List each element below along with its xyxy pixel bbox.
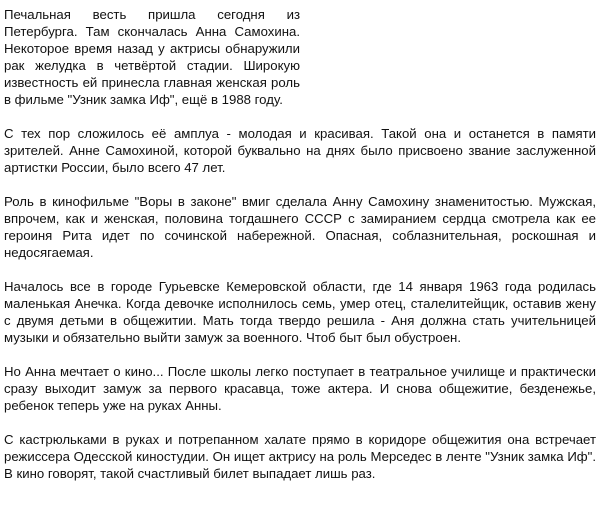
article-paragraph: Но Анна мечтает о кино... После школы легко поступает в театральное училище и практически сразу выходит замуж за первого красавца, тоже актера. И снова общежитие, безденежье, ребенок теперь уже на руках Анны. [4,364,596,413]
article-paragraph: Роль в кинофильме "Воры в законе" вмиг сделала Анну Самохину знаменитостью. Мужская, впрочем, как и женская, половина тогдашнего СССР с замиранием сердца смотрела как ее героиня Рита идет по сочинской набережной. Опасная, соблазнительная, роскошная и недосягаемая. [4,194,596,260]
article-paragraph: С кастрюльками в руках и потрепанном халате прямо в коридоре общежития она встречает режиссера Одесской киностудии. Он ищет актрису на роль Мерседес в ленте "Узник замка Иф". В кино говорят, такой счастливый билет выпадает лишь раз. [4,432,596,481]
article-paragraph: Началось все в городе Гурьевске Кемеровской области, где 14 января 1963 года родилась маленькая Анечка. Когда девочке исполнилось семь, умер отец, сталелитейщик, оставив жену с двумя детьми в общежитии. Мать тогда твердо решила - Аня должна стать учительницей музыки и обязательно выйти замуж за военного. Чтоб быт был обустроен. [4,279,596,345]
article-paragraph: Печальная весть пришла сегодня из Петербурга. Там скончалась Анна Самохина. Некоторое время назад у актрисы обнаружили рак желудка в четвёртой стадии. Широкую известность ей принесла главная женская роль в фильме "Узник замка Иф", ещё в 1988 году. [4,7,300,107]
article-body [4,6,596,482]
article-paragraph: С тех пор сложилось её амплуа - молодая и красивая. Такой она и останется в памяти зрителей. Анне Самохиной, которой буквально на днях было присвоено звание заслуженной артистки России, было всего 47 лет. [4,126,596,175]
